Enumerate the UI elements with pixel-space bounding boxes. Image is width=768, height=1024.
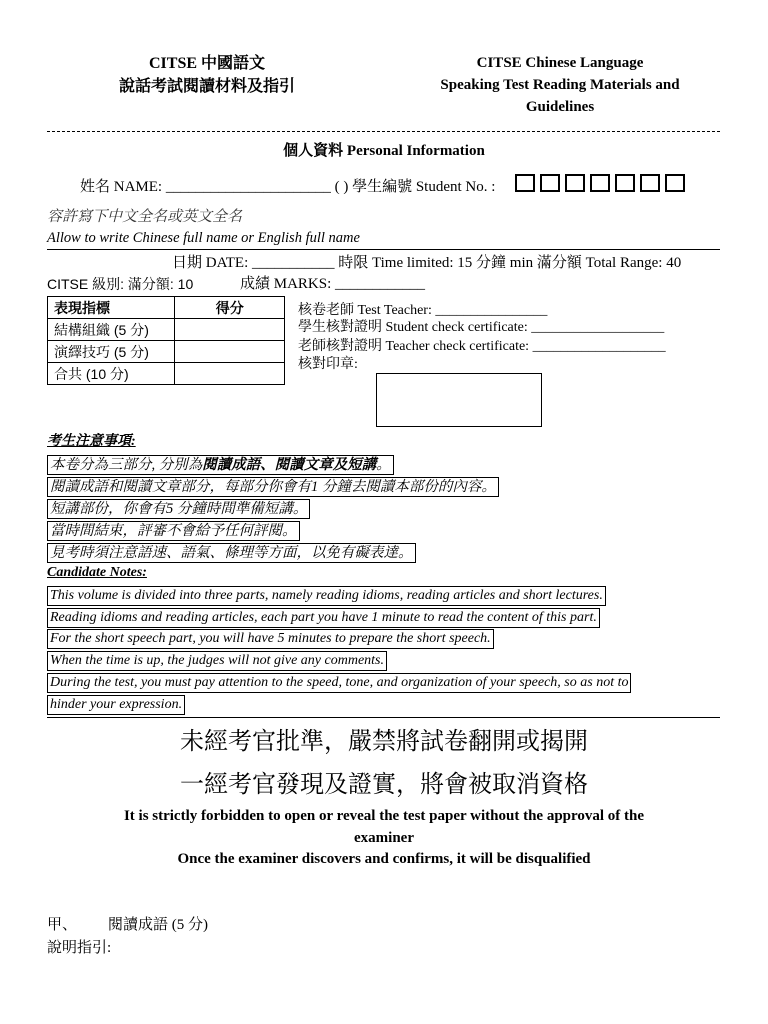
personal-info-heading: 個人資料 Personal Information [283, 143, 485, 159]
warning-zh-line: 一經考官發現及證實，將會被取消資格 [180, 772, 588, 798]
seal-box [376, 373, 542, 427]
header-title-zh: CITSE 中國語文 [148, 55, 266, 72]
criterion-cell: 結構組織 (5 分) [48, 319, 175, 341]
student-no-box [540, 174, 560, 192]
warning-zh-line: 未經考官批準，嚴禁將試卷翻開或揭開 [180, 729, 588, 755]
table-header-score: 得分 [175, 297, 285, 319]
note-en-line: For the short speech part, you will have 5 minutes to prepare the short speech. [47, 629, 494, 649]
note-zh-emphasis: 閱讀成語、閱讀文章及短講 [202, 457, 377, 473]
name-line: 姓名 NAME: ______________________ ( ) 學生編號 Student No. : [80, 179, 496, 195]
student-no-box [590, 174, 610, 192]
note-zh-item: 見考時須注意語速、語氣、條理等方面，以免有礙表達。 [47, 543, 416, 563]
header-subtitle-zh: 說話考試閱讀材料及指引 [118, 78, 295, 95]
test-teacher-line: 核卷老師 Test Teacher: ________________ [298, 303, 548, 318]
student-check-line: 學生核對證明 Student check certificate: ___________________ [298, 320, 665, 335]
table-row [48, 341, 285, 363]
header-right [410, 52, 710, 118]
header-left [100, 52, 314, 98]
note-en-line: During the test, you must pay attention to the speed, tone, and organization of your speech, so as not to [47, 673, 631, 693]
section-number: 甲、 [47, 917, 78, 933]
header-subtitle-en-line2: Guidelines [525, 99, 595, 115]
table-header-row [48, 297, 285, 319]
student-no-box [640, 174, 660, 192]
date-line: 日期 DATE: ___________ 時限 Time limited: 15 分鐘 min 滿分額 Total Range: 40 [172, 255, 682, 271]
note-en-line: Reading idioms and reading articles, each part you have 1 minute to read the content of this part. [47, 608, 600, 628]
table-row [48, 363, 285, 385]
table-header-criterion: 表現指標 [48, 297, 175, 319]
student-no-box [515, 174, 535, 192]
warning-en-line: examiner [354, 830, 414, 846]
name-hint-en: Allow to write Chinese full name or English full name [47, 230, 360, 246]
note-en-line: When the time is up, the judges will not give any comments. [47, 651, 387, 671]
name-hint-zh: 容許寫下中文全名或英文全名 [47, 209, 243, 225]
teacher-check-line: 老師核對證明 Teacher check certificate: ___________________ [298, 339, 666, 354]
note-en-line: hinder your expression. [47, 695, 185, 715]
divider-line [47, 249, 720, 250]
score-cell [175, 341, 285, 363]
criterion-cell: 演繹技巧 (5 分) [48, 341, 175, 363]
section-instructions-label: 說明指引: [47, 940, 112, 956]
student-no-box [665, 174, 685, 192]
section-title: 閱讀成語 (5 分) [108, 917, 208, 933]
note-zh-lead: 本卷分為三部分, 分別為 [50, 457, 203, 473]
note-zh-end: 。 [376, 457, 391, 473]
student-no-boxes [515, 174, 685, 192]
note-zh-item: 當時間結束，評審不會給予任何評閱。 [47, 521, 300, 541]
notes-zh-heading: 考生注意事項: [47, 434, 136, 449]
level-line: CITSE 級別: 滿分額: 10 [47, 276, 194, 292]
note-zh-item: 短講部份，你會有5 分鐘時間準備短講。 [47, 499, 310, 519]
warning-en-line: Once the examiner discovers and confirms, it will be disqualified [177, 851, 591, 867]
dashed-divider [47, 131, 720, 132]
student-no-box [615, 174, 635, 192]
score-cell [175, 319, 285, 341]
student-no-box [565, 174, 585, 192]
seal-label: 核對印章: [298, 357, 358, 372]
score-table [47, 296, 285, 385]
warning-en-line: It is strictly forbidden to open or reveal the test paper without the approval of the [123, 808, 645, 824]
score-cell [175, 363, 285, 385]
table-row [48, 319, 285, 341]
notes-en-heading: Candidate Notes: [47, 565, 147, 580]
divider-line [47, 717, 720, 718]
criterion-cell: 合共 (10 分) [48, 363, 175, 385]
note-zh-item: 閱讀成語和閱讀文章部分，每部分你會有1 分鐘去閱讀本部份的內容。 [47, 477, 499, 497]
header-subtitle-en-line1: Speaking Test Reading Materials and [440, 77, 680, 93]
note-en-line: This volume is divided into three parts, namely reading idioms, reading articles and short lectures. [47, 586, 606, 606]
header-title-en: CITSE Chinese Language [476, 55, 644, 71]
marks-line: 成績 MARKS: ____________ [240, 276, 426, 292]
note-zh-item [47, 455, 394, 475]
